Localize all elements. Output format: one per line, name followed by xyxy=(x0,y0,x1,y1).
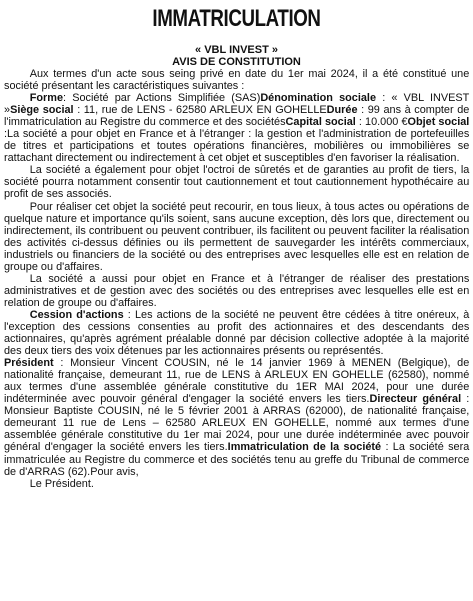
objet-label: Objet social xyxy=(407,116,470,129)
forme-label: Forme xyxy=(29,92,64,105)
officers-paragraph xyxy=(4,357,469,477)
prestations-paragraph: La société a aussi pour objet en France et à l'étranger de réaliser des prestations administratives et de gestion avec des sociétés ou des entreprises avec lesquelles elle est en relation de groupe ou d'affaires. xyxy=(4,272,470,309)
capital-value: : 10.000 € xyxy=(355,116,408,129)
president-value: : Monsieur Vincent COUSIN, né le 14 janvier 1969 à MENEN (Belgique), de nationalité française, demeurant 11, rue de LENS à ARLEUX EN GOHELLE (62580), nommé aux termes d'une assemblée générale constitutive du 1ER MAI 2024, pour une durée indéterminée avec pouvoir général d'engager la société envers les tiers. xyxy=(4,357,470,406)
immat-value: : La société sera immatriculée au Registre du commerce et des sociétés tenu au greffe du Tribunal de commerce de d'ARRAS (62).Pour avis, xyxy=(4,441,470,478)
cession-value: : Les actions de la société ne peuvent être cédées à titre onéreux, à l'exception des cessions consenties au profit des actionnaires et des descendants des actionnaires, qu'après agrément préalable donné par décision collective adoptée à la majorité des deux tiers des voix détenues par les actionnaires présents ou représentés. xyxy=(4,308,470,358)
siege-value: : 11, rue de LENS - 62580 ARLEUX EN GOHELLE xyxy=(73,104,327,117)
denomination-value: : « VBL INVEST » xyxy=(4,92,470,117)
capital-label: Capital social xyxy=(285,116,356,129)
cession-paragraph xyxy=(4,309,469,357)
cession-label: Cession d'actions xyxy=(29,308,124,321)
denomination-label: Dénomination sociale xyxy=(260,92,377,105)
notice-heading: IMMATRICULATION xyxy=(152,5,321,32)
signature: Le Président. xyxy=(29,477,94,490)
forme-value: : Société par Actions Simplifiée (SAS) xyxy=(63,92,261,105)
president-label: Président xyxy=(4,357,54,370)
immat-label: Immatriculation de la société xyxy=(227,441,382,454)
notice-body xyxy=(4,68,469,490)
siege-label: Siège social xyxy=(10,104,74,117)
dg-value: : Monsieur Baptiste COUSIN, né le 5 février 2001 à ARRAS (62000), de nationalité française, demeurant 11 rue de Lens – 62580 ARLEUX EN GOHELLE, nommé aux termes d'une assemblée générale constitutive du 1er mai 2024, pour une durée indéterminée avec pouvoir général d'engager la société envers les tiers. xyxy=(4,393,470,454)
characteristics-paragraph xyxy=(4,92,469,164)
intro-paragraph: Aux termes d'un acte sous seing privé en date du 1er mai 2024, il a été constitué une société présentant les caractéristiques suivantes : xyxy=(4,68,470,93)
realiser-paragraph: Pour réaliser cet objet la société peut recourir, en tous lieux, à tous actes ou opérations de quelque nature et importance qu'ils soient, sans aucune exception, dès lors que, directement ou indirectement, ils contribuent ou peuvent contribuer, ils facilitent ou peuvent faciliter la réalisation des activités ci-dessus définies ou ils permettent de sauvegarder les intérêts commerciaux, industriels ou financiers de la société ou des entreprises avec lesquelles elle est en relation de groupe ou d'affaires. xyxy=(4,200,470,273)
notice-subtitle: AVIS DE CONSTITUTION xyxy=(172,56,301,68)
company-name: « VBL INVEST » xyxy=(195,44,278,56)
duree-value: : 99 ans à compter de l'immatriculation au Registre du commerce et des sociétés xyxy=(4,104,470,129)
duree-label: Durée xyxy=(326,104,358,117)
objet-value: :La société a pour objet en France et à l'étranger : la gestion et l'administration de portefeuilles de titres et participations et toutes opérations financières, mobilières ou immobilières se rattachant directement ou indirectement à cet objet et susceptibles d'en favoriser la réalisation. xyxy=(4,128,470,165)
dg-label: Directeur général xyxy=(369,393,462,406)
suretes-paragraph: La société a également pour objet l'octroi de sûretés et de garanties au profit de tiers, la société pourra notamment consentir tout cautionnement et tout cautionnement hypothécaire au profit de ses associés. xyxy=(4,164,470,201)
